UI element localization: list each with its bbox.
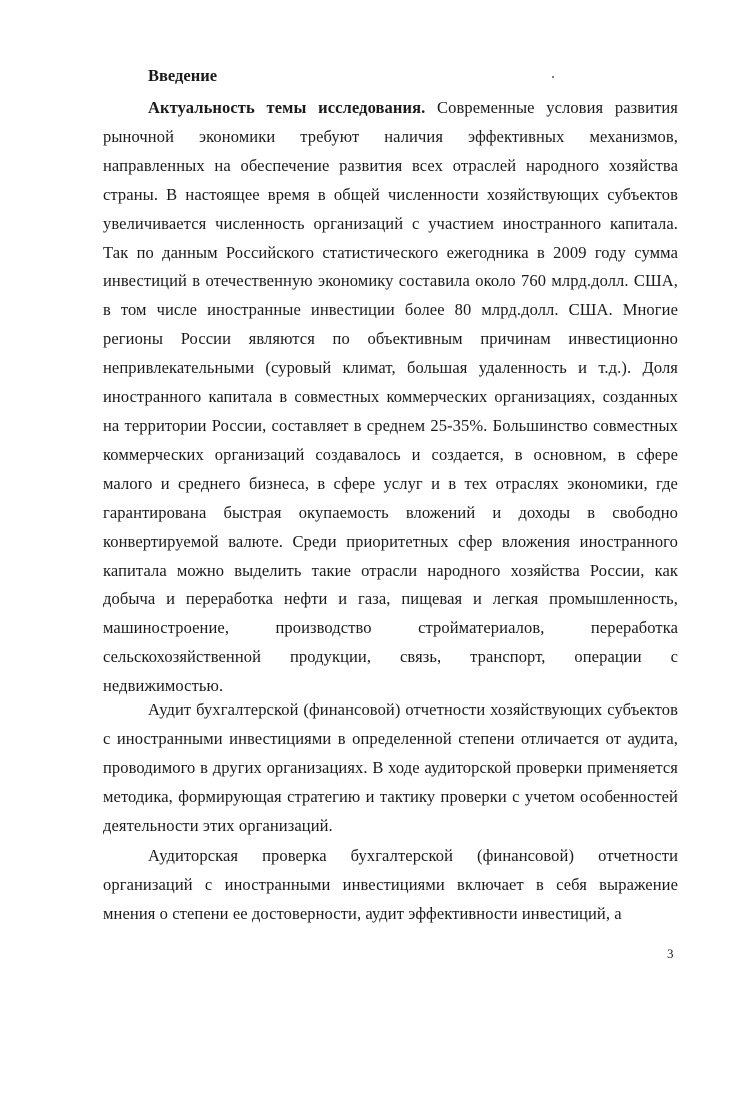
paragraph-lead: Актуальность темы исследования.: [148, 98, 426, 117]
section-heading: Введение: [148, 66, 218, 85]
paragraph-audit: [103, 696, 678, 841]
paragraph-text: Аудит бухгалтерской (финансовой) отчетности хозяйствующих субъектов с иностранными инвестициями в определенной степени отличается от аудита, проводимого в других организациях. В ходе аудиторской проверки применяется методика, формирующая стратегию и тактику проверки с учетом особенностей деятельности этих организаций.: [103, 700, 678, 835]
page-number: 3: [667, 946, 674, 961]
scan-speck: [552, 76, 554, 78]
paragraph-audit-check: [103, 842, 678, 929]
paragraph-text: Современные условия развития рыночной экономики требуют наличия эффективных механизмов, направленных на обеспечение развития всех отраслей народного хозяйства страны. В настоящее время в общей численности хозяйствующих субъектов увеличивается численность организаций с участием иностранного капитала. Так по данным Российского статистического ежегодника в 2009 году сумма инвестиций в отечественную экономику составила около 760 млрд.долл. США, в том числе иностранные инвестиции более 80 млрд.долл. США. Многие регионы России являются по объективным причинам инвестиционно непривлекательными (суровый климат, большая удаленность и т.д.). Доля иностранного капитала в совместных коммерческих организациях, созданных на территории России, составляет в среднем 25-35%. Большинство совместных коммерческих организаций создавалось и создается, в основном, в сфере малого и среднего бизнеса, в сфере услуг и в тех отраслях экономики, где гарантирована быстрая окупаемость вложений и доходы в свободно конвертируемой валюте. Среди приоритетных сфер вложения иностранного капитала можно выделить такие отрасли народного хозяйства России, как добыча и переработка нефти и газа, пищевая и легкая промышленность, машиностроение, производство стройматериалов, переработка сельскохозяйственной продукции, связь, транспорт, операции с недвижимостью.: [103, 98, 678, 696]
paragraph-text: Аудиторская проверка бухгалтерской (финансовой) отчетности организаций с иностранными инвестициями включает в себя выражение мнения о степени ее достоверности, аудит эффективности инвестиций, а: [103, 846, 678, 923]
paragraph-relevance: [103, 94, 678, 701]
